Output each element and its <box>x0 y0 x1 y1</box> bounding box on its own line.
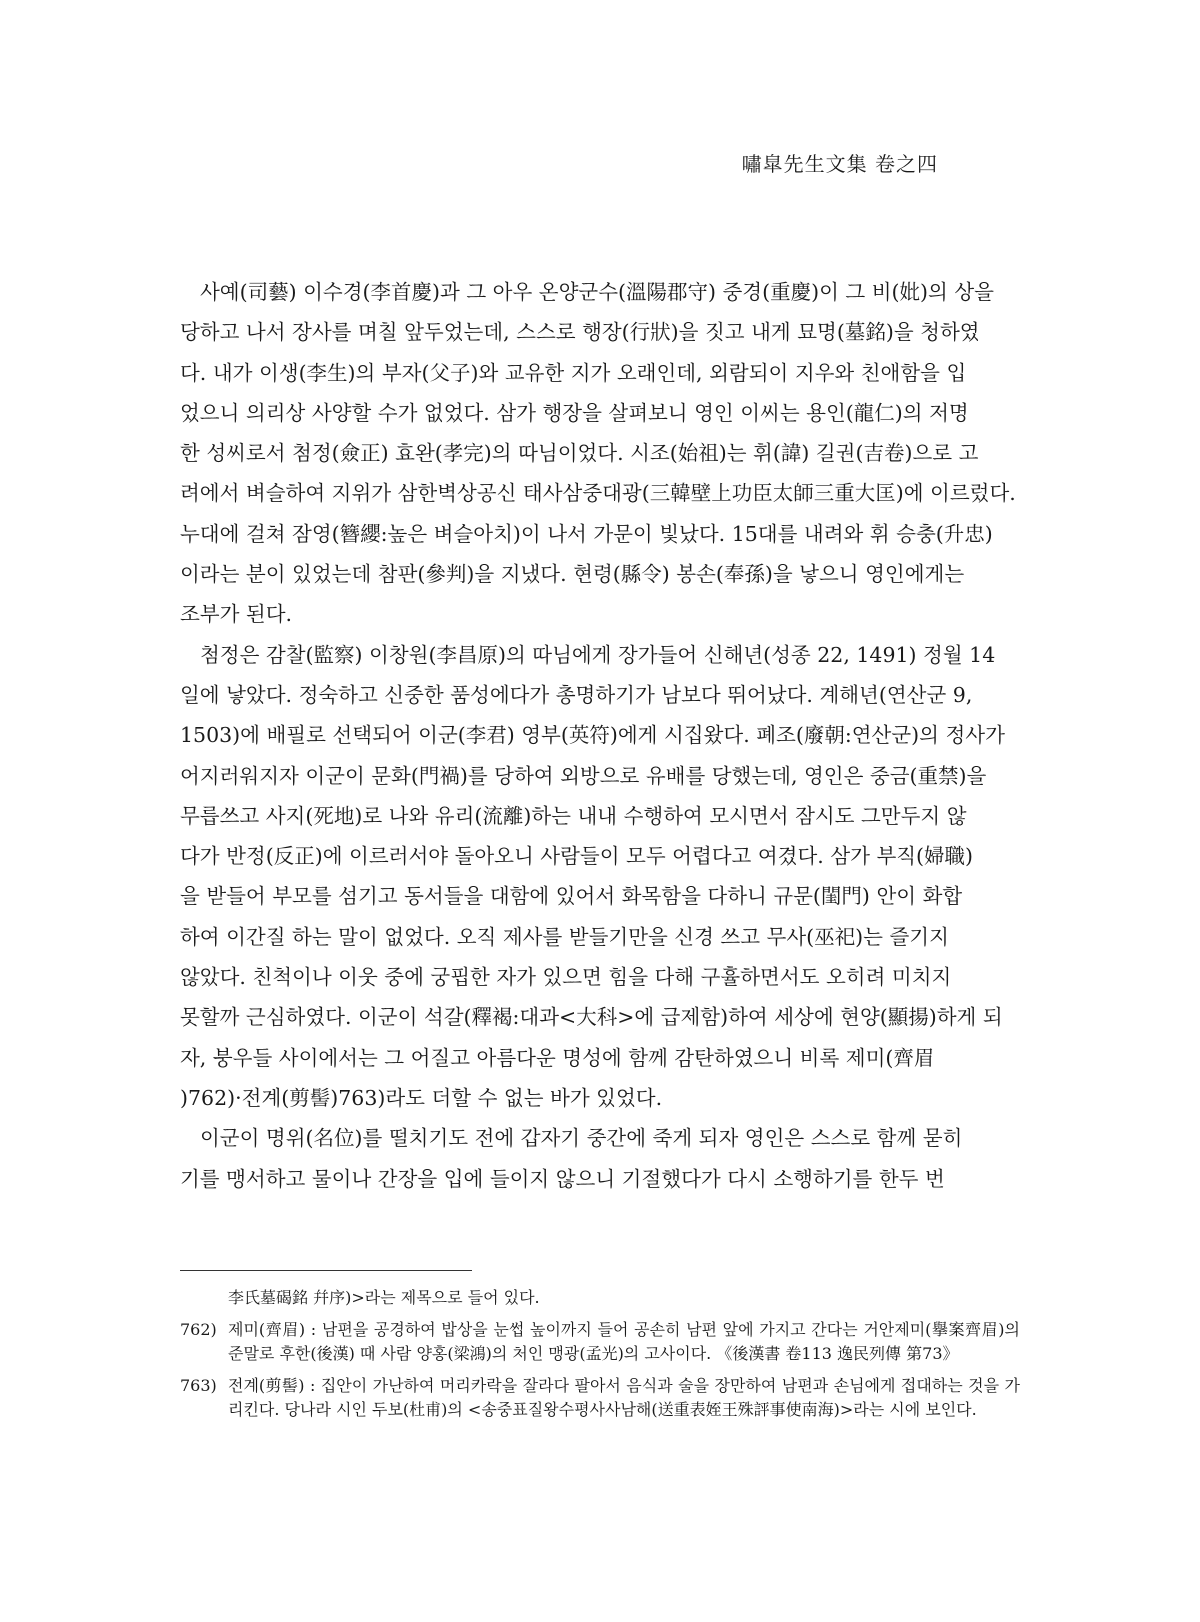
footnotes <box>180 1286 1020 1430</box>
text-line: 누대에 걸쳐 잠영(簪纓:높은 벼슬아치)이 나서 가문이 빛났다. 15대를 내려와 휘 승충(升忠) <box>180 521 993 546</box>
text-line: 을 받들어 부모를 섬기고 동서들을 대함에 있어서 화목함을 다하니 규문(閨門) 안이 화합 <box>180 884 963 909</box>
text-line: 못할까 근심하였다. 이군이 석갈(釋褐:대과<大科>에 급제함)하여 세상에 현양(顯揚)하게 되 <box>180 1005 1003 1030</box>
text-line: 자, 붕우들 사이에서는 그 어질고 아름다운 명성에 함께 감탄하였으니 비록 제미(齊眉 <box>180 1045 935 1070</box>
text-line: 다가 반정(反正)에 이르러서야 돌아오니 사람들이 모두 어렵다고 여겼다. 삼가 부직(婦職) <box>180 844 974 869</box>
running-header: 嘯皐先生文集 卷之四 <box>741 152 938 176</box>
footnote-number: 762) <box>180 1320 217 1339</box>
footnote-762 <box>180 1318 1020 1366</box>
footnote-continuation: 李氏墓碣銘 幷序)>라는 제목으로 들어 있다. <box>228 1288 540 1307</box>
text-line: 1503)에 배필로 선택되어 이군(李君) 영부(英符)에게 시집왔다. 폐조(廢朝:연산군)의 정사가 <box>180 723 1005 748</box>
text-line: 었으니 의리상 사양할 수가 없었다. 삼가 행장을 살펴보니 영인 이씨는 용인(龍仁)의 저명 <box>180 400 969 425</box>
footnote-text: 전계(剪髻) : 집안이 가난하여 머리카락을 잘라다 팔아서 음식과 술을 장만하여 남편과 손님에게 접대하는 것을 가리킨다. 당나라 시인 두보(杜甫)의 <송중표질왕수평사사남해(送重表姪王殊評事使南海)>라는 시에 보인다. <box>228 1376 1020 1419</box>
footnote-text: 제미(齊眉) : 남편을 공경하여 밥상을 눈썹 높이까지 들어 공손히 남편 앞에 가지고 간다는 거안제미(擧案齊眉)의 준말로 후한(後漢) 때 사람 양홍(梁鴻)의 처인 맹광(孟光)의 고사이다. 《後漢書 卷113 逸民列傳 第73》 <box>228 1320 1020 1363</box>
text-line: 이군이 명위(名位)를 떨치기도 전에 갑자기 중간에 죽게 되자 영인은 스스로 함께 묻히 <box>200 1126 963 1151</box>
text-line: 일에 낳았다. 정숙하고 신중한 품성에다가 총명하기가 남보다 뛰어났다. 계해년(연산군 9, <box>180 682 973 707</box>
paragraph <box>180 272 1018 635</box>
footnote-763 <box>180 1374 1020 1422</box>
paragraph <box>180 1118 1018 1199</box>
text-line: 조부가 된다. <box>180 602 293 627</box>
footnote-separator <box>180 1270 472 1271</box>
text-line: 첨정은 감찰(監察) 이창원(李昌原)의 따님에게 장가들어 신해년(성종 22, 1491) 정월 14 <box>200 642 996 667</box>
text-line: 무릅쓰고 사지(死地)로 나와 유리(流離)하는 내내 수행하여 모시면서 잠시도 그만두지 않 <box>180 803 967 828</box>
text-line: 당하고 나서 장사를 며칠 앞두었는데, 스스로 행장(行狀)을 짓고 내게 묘명(墓銘)을 청하였 <box>180 320 980 345</box>
text-line: 않았다. 친척이나 이웃 중에 궁핍한 자가 있으면 힘을 다해 구휼하면서도 오히려 미치지 <box>180 965 952 990</box>
text-line: 기를 맹서하고 물이나 간장을 입에 들이지 않으니 기절했다가 다시 소행하기를 한두 번 <box>180 1166 945 1191</box>
text-line: 이라는 분이 있었는데 참판(參判)을 지냈다. 현령(縣令) 봉손(奉孫)을 낳으니 영인에게는 <box>180 562 965 587</box>
text-line: 사예(司藝) 이수경(李首慶)과 그 아우 온양군수(溫陽郡守) 중경(重慶)이 그 비(妣)의 상을 <box>200 280 994 304</box>
footnote-number: 763) <box>180 1376 217 1395</box>
text-line: 하여 이간질 하는 말이 없었다. 오직 제사를 받들기만을 신경 쓰고 무사(巫祀)는 즐기지 <box>180 924 949 949</box>
paragraph <box>180 635 1018 1119</box>
text-line: 다. 내가 이생(李生)의 부자(父子)와 교유한 지가 오래인데, 외람되이 지우와 친애함을 입 <box>180 360 967 385</box>
body-text <box>180 272 1018 1199</box>
text-line: 려에서 벼슬하여 지위가 삼한벽상공신 태사삼중대광(三韓壁上功臣太師三重大匡)에 이르렀다. <box>180 481 1016 506</box>
text-line: 한 성씨로서 첨정(僉正) 효완(孝完)의 따님이었다. 시조(始祖)는 휘(諱) 길권(吉卷)으로 고 <box>180 441 979 466</box>
text-line: )762)·전계(剪髻)763)라도 더할 수 없는 바가 있었다. <box>180 1085 663 1110</box>
text-line: 어지러워지자 이군이 문화(門禍)를 당하여 외방으로 유배를 당했는데, 영인은 중금(重禁)을 <box>180 763 987 788</box>
